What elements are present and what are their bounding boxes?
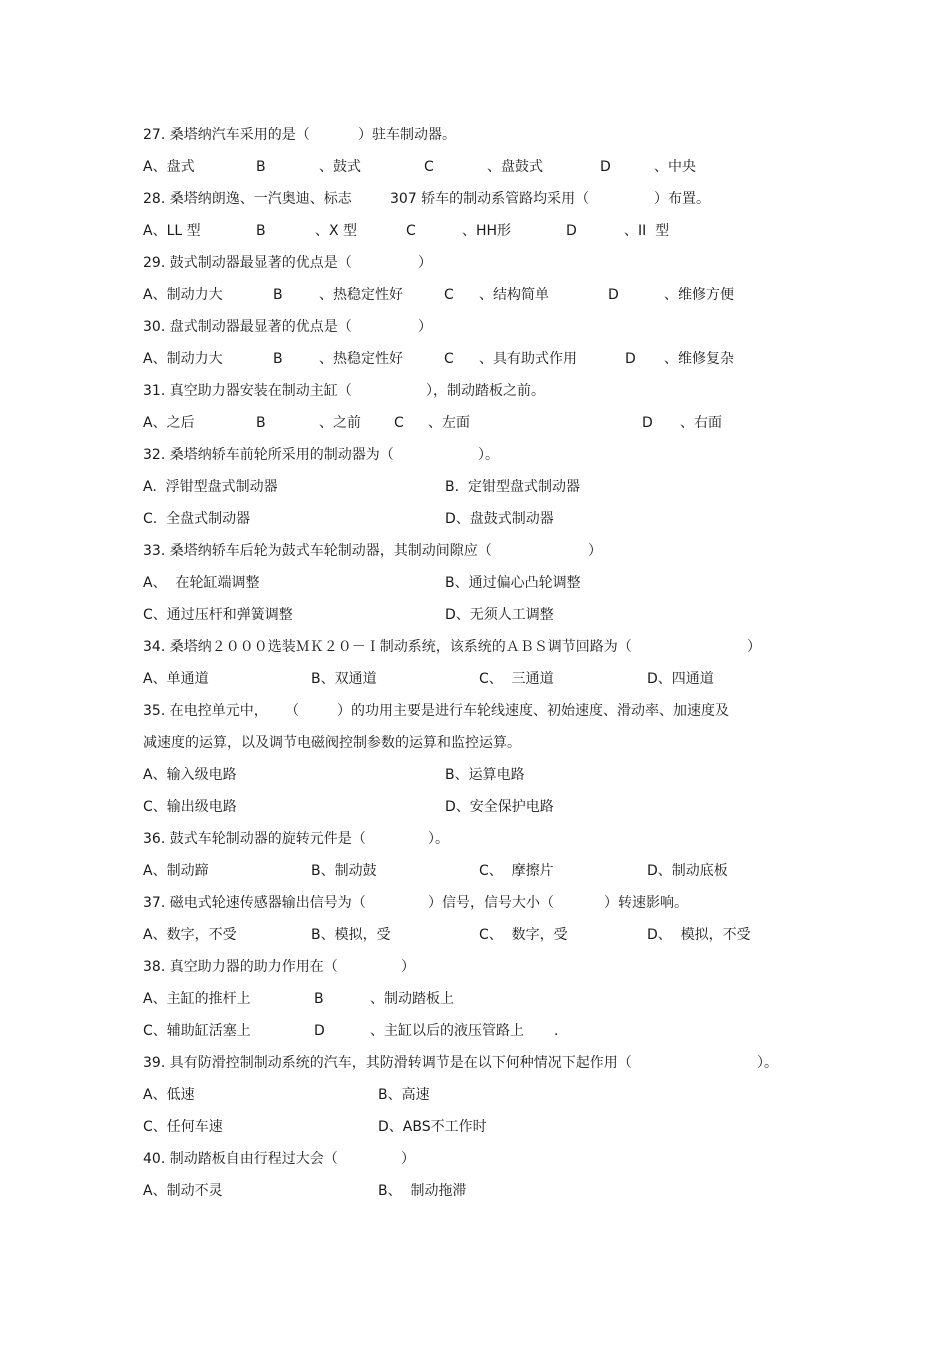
- option-text: .: [554, 1023, 559, 1039]
- question-text: ）布置。: [654, 191, 710, 207]
- option-text: D: [600, 159, 611, 175]
- option-text: D、 模拟，不受: [647, 927, 751, 943]
- option-text: B、高速: [378, 1087, 430, 1103]
- question-text: 27. 桑塔纳汽车采用的是（: [143, 127, 310, 143]
- question-line: [0, 700, 950, 722]
- option-text: D、无须人工调整: [445, 607, 554, 623]
- option-text: C、任何车速: [143, 1119, 223, 1135]
- option-text: A、低速: [143, 1087, 195, 1103]
- question-line: [0, 124, 950, 146]
- options-line: [0, 348, 950, 370]
- option-text: 、中央: [654, 159, 696, 175]
- question-text: ）信号，信号大小（: [428, 895, 554, 911]
- question-line: [0, 636, 950, 658]
- option-text: A、之后: [143, 415, 195, 431]
- question-text: 35. 在电控单元中，: [143, 703, 268, 719]
- option-text: 、之前: [319, 415, 361, 431]
- option-text: 、结构简单: [479, 287, 549, 303]
- question-line: [0, 540, 950, 562]
- option-text: 、热稳定性好: [319, 351, 403, 367]
- option-text: B、通过偏心凸轮调整: [445, 575, 581, 591]
- option-text: 、II 型: [624, 223, 670, 239]
- option-text: D、四通道: [647, 671, 714, 687]
- question-text: 28. 桑塔纳朗逸、一汽奥迪、标志: [143, 191, 352, 207]
- option-text: B、运算电路: [445, 767, 525, 783]
- options-line: [0, 1180, 950, 1202]
- question-text: ）的功用主要是进行车轮线速度、初始速度、滑动率、加速度及: [337, 703, 729, 719]
- option-text: 、制动踏板上: [370, 991, 454, 1007]
- question-text: ）转速影响。: [604, 895, 688, 911]
- option-text: B: [256, 415, 266, 431]
- option-text: B: [256, 223, 266, 239]
- option-text: C、输出级电路: [143, 799, 237, 815]
- option-text: B: [314, 991, 324, 1007]
- option-text: B、双通道: [311, 671, 377, 687]
- option-text: 、鼓式: [319, 159, 361, 175]
- question-text: 减速度的运算，以及调节电磁阀控制参数的运算和监控运算。: [143, 735, 521, 751]
- question-line: [0, 1148, 950, 1170]
- question-text: ）驻车制动器。: [358, 127, 456, 143]
- options-line: [0, 284, 950, 306]
- option-text: B、制动鼓: [311, 863, 377, 879]
- options-line: [0, 1020, 950, 1042]
- question-line: [0, 892, 950, 914]
- question-line: [0, 828, 950, 850]
- option-text: A、制动力大: [143, 287, 223, 303]
- option-text: D、ABS不工作时: [378, 1119, 487, 1135]
- options-line: [0, 1116, 950, 1138]
- option-text: C: [406, 223, 416, 239]
- question-line: [0, 252, 950, 274]
- option-text: B. 定钳型盘式制动器: [445, 479, 580, 495]
- option-text: C: [444, 287, 454, 303]
- option-text: 、右面: [680, 415, 722, 431]
- options-line: [0, 860, 950, 882]
- question-text: 30. 盘式制动器最显著的优点是（: [143, 319, 352, 335]
- options-line: [0, 508, 950, 530]
- options-line: [0, 604, 950, 626]
- question-text: ）: [747, 639, 761, 655]
- question-text: 34. 桑塔纳２０００选装ＭＫ２０－Ｉ制动系统，该系统的ＡＢＳ调节回路为（: [143, 639, 632, 655]
- option-text: D: [608, 287, 619, 303]
- question-text: 36. 鼓式车轮制动器的旋转元件是（: [143, 831, 366, 847]
- option-text: B、模拟，受: [311, 927, 391, 943]
- question-text: 40. 制动踏板自由行程过大会（: [143, 1151, 338, 1167]
- options-line: [0, 572, 950, 594]
- options-line: [0, 764, 950, 786]
- option-text: A、单通道: [143, 671, 209, 687]
- question-line: [0, 188, 950, 210]
- option-text: C: [444, 351, 454, 367]
- options-line: [0, 1084, 950, 1106]
- question-line: [0, 316, 950, 338]
- options-line: [0, 156, 950, 178]
- option-text: D: [625, 351, 636, 367]
- question-line: [0, 380, 950, 402]
- option-text: A、制动蹄: [143, 863, 209, 879]
- option-text: C、 数字，受: [479, 927, 568, 943]
- option-text: D、安全保护电路: [445, 799, 554, 815]
- question-text: 39. 具有防滑控制制动系统的汽车，其防滑转调节是在以下何种情况下起作用（: [143, 1055, 632, 1071]
- option-text: D、盘鼓式制动器: [445, 511, 554, 527]
- question-text: 33. 桑塔纳轿车后轮为鼓式车轮制动器，其制动间隙应（: [143, 543, 492, 559]
- option-text: B: [256, 159, 266, 175]
- question-text: 31. 真空助力器安装在制动主缸（: [143, 383, 352, 399]
- question-text: ）。: [757, 1055, 778, 1071]
- question-text: ）。: [478, 447, 499, 463]
- option-text: B: [273, 287, 283, 303]
- option-text: A、制动力大: [143, 351, 223, 367]
- option-text: 、左面: [428, 415, 470, 431]
- question-text: ）。: [428, 831, 449, 847]
- option-text: A、盘式: [143, 159, 195, 175]
- option-text: A、LL 型: [143, 223, 201, 239]
- option-text: A、 在轮缸端调整: [143, 575, 260, 591]
- option-text: C、 三通道: [479, 671, 554, 687]
- option-text: B、 制动拖滞: [378, 1183, 467, 1199]
- question-line: [0, 444, 950, 466]
- question-text: ）: [401, 959, 415, 975]
- options-line: [0, 476, 950, 498]
- option-text: A、数字，不受: [143, 927, 237, 943]
- option-text: B: [273, 351, 283, 367]
- question-text: 307 轿车的制动系管路均采用（: [390, 191, 590, 207]
- option-text: 、X 型: [315, 223, 358, 239]
- option-text: C、通过压杆和弹簧调整: [143, 607, 293, 623]
- option-text: D: [314, 1023, 325, 1039]
- option-text: D: [642, 415, 653, 431]
- option-text: C、 摩擦片: [479, 863, 554, 879]
- option-text: 、热稳定性好: [319, 287, 403, 303]
- option-text: C: [394, 415, 404, 431]
- options-line: [0, 412, 950, 434]
- question-text: ）: [588, 543, 602, 559]
- question-text: ），制动踏板之前。: [426, 383, 545, 399]
- option-text: A、制动不灵: [143, 1183, 223, 1199]
- question-text: ）: [418, 255, 432, 271]
- option-text: A. 浮钳型盘式制动器: [143, 479, 278, 495]
- options-line: [0, 668, 950, 690]
- options-line: [0, 988, 950, 1010]
- option-text: 、盘鼓式: [487, 159, 543, 175]
- options-line: [0, 924, 950, 946]
- question-text: 37. 磁电式轮速传感器输出信号为（: [143, 895, 366, 911]
- option-text: A、主缸的推杆上: [143, 991, 251, 1007]
- question-text: ）: [418, 319, 432, 335]
- question-text: 32. 桑塔纳轿车前轮所采用的制动器为（: [143, 447, 394, 463]
- options-line: [0, 220, 950, 242]
- option-text: D: [566, 223, 577, 239]
- question-text: （: [285, 703, 299, 719]
- option-text: 、维修复杂: [664, 351, 734, 367]
- question-text: 29. 鼓式制动器最显著的优点是（: [143, 255, 352, 271]
- question-line: [0, 732, 950, 754]
- option-text: C、辅助缸活塞上: [143, 1023, 251, 1039]
- option-text: 、维修方便: [664, 287, 734, 303]
- option-text: D、制动底板: [647, 863, 728, 879]
- option-text: 、具有助式作用: [479, 351, 577, 367]
- question-text: 38. 真空助力器的助力作用在（: [143, 959, 338, 975]
- question-line: [0, 1052, 950, 1074]
- options-line: [0, 796, 950, 818]
- option-text: C. 全盘式制动器: [143, 511, 251, 527]
- question-line: [0, 956, 950, 978]
- option-text: A、输入级电路: [143, 767, 237, 783]
- option-text: C: [424, 159, 434, 175]
- option-text: 、HH形: [462, 223, 512, 239]
- option-text: 、主缸以后的液压管路上: [370, 1023, 524, 1039]
- question-text: ）: [401, 1151, 415, 1167]
